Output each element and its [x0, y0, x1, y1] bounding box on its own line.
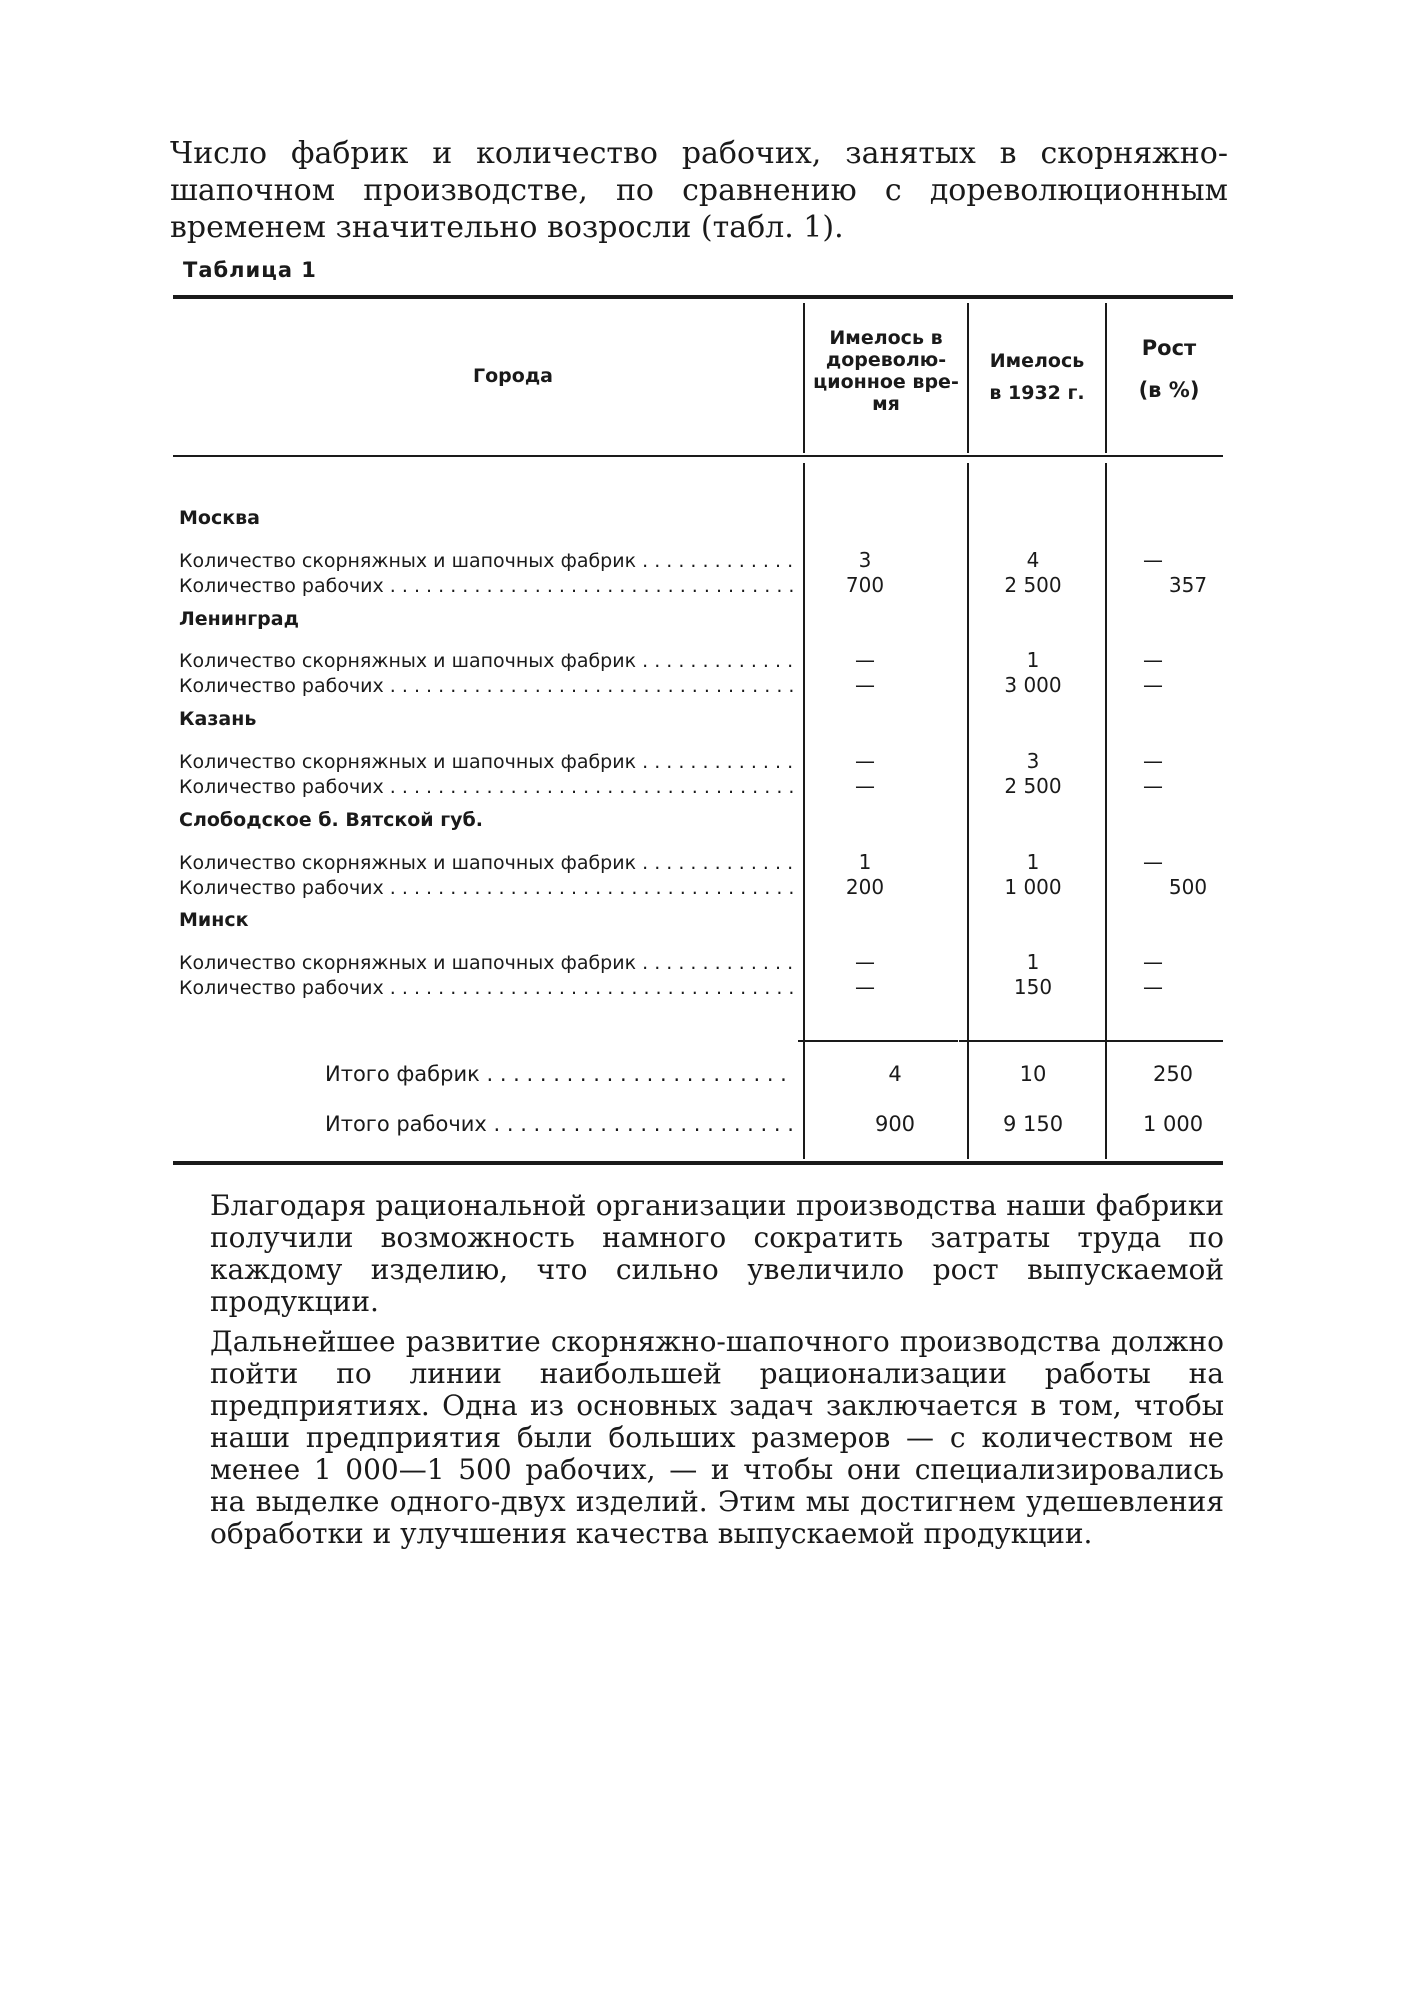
cell-workers-before: — — [855, 975, 875, 999]
row-label-factories: Количество скорняжных и шапочных фабрик . . . — [179, 852, 799, 878]
header-bottom-rule — [173, 455, 1223, 457]
row-label-factories: Количество скорняжных и шапочных фабрик . . . — [179, 650, 799, 676]
cell-factories-before: 3 — [858, 548, 872, 572]
table-top-rule — [173, 295, 1233, 299]
cell-growth-factories: — — [1143, 548, 1163, 572]
header-before-line: мя — [872, 393, 900, 415]
totals-top-rule-right — [959, 1040, 1223, 1042]
header-before — [807, 327, 965, 415]
total-workers-before: 900 — [874, 1112, 916, 1136]
intro-paragraph: Число фабрик и количество рабочих, занятых в скорняжно-шапочном производстве, по сравнению с дореволюционным временем значительно возросли (табл. 1). — [170, 136, 1228, 245]
city-name: Минск — [179, 909, 249, 931]
column-separator — [967, 463, 969, 1159]
cell-workers-before: 700 — [845, 573, 885, 597]
cell-factories-before: — — [855, 648, 875, 672]
cell-workers-1932: 2 500 — [1004, 573, 1062, 597]
cell-workers-1932: 1 000 — [1004, 875, 1062, 899]
cell-growth-workers: — — [1143, 975, 1163, 999]
cell-factories-1932: 3 — [1026, 749, 1040, 773]
header-before-line: дореволю- — [825, 349, 947, 371]
cell-growth-factories: — — [1143, 648, 1163, 672]
header-1932-line: в 1932 г. — [989, 382, 1085, 404]
cell-growth-factories: — — [1143, 950, 1163, 974]
paragraph: Благодаря рациональной организации производства наши фабрики получили возможность намного сократить затраты труда по каждому изделию, что сильно увеличило рост выпускаемой продукции. — [210, 1189, 1224, 1318]
cell-growth-workers: — — [1143, 774, 1163, 798]
city-name: Слободское б. Вятской губ. — [179, 809, 484, 831]
paragraph: Дальнейшее развитие скорняжно-шапочного производства должно пойти по линии наибольшей рационализации работы на предприятиях. Одна из основных задач заключается в том, чтобы наши предприятия были больших размеров — с количеством не менее 1 000—1 500 рабочих, — и чтобы они специализировались на выделке одного-двух изделий. Этим мы достигнем удешевления обработки и улучшения качества выпускаемой продукции. — [210, 1325, 1224, 1550]
total-factories-growth: 250 — [1152, 1062, 1194, 1086]
total-label-factories: Итого фабрик . . . — [325, 1062, 795, 1088]
row-label-workers: Количество рабочих . . . — [179, 675, 799, 701]
column-separator — [967, 303, 969, 453]
data-table — [173, 295, 1233, 1165]
total-factories-before: 4 — [888, 1062, 902, 1086]
cell-workers-1932: 3 000 — [1004, 673, 1062, 697]
column-separator — [1105, 463, 1107, 1159]
conclusion-text — [210, 1190, 1224, 1550]
cell-workers-1932: 150 — [1013, 975, 1053, 999]
cell-factories-1932: 4 — [1026, 548, 1040, 572]
total-factories-1932: 10 — [1019, 1062, 1047, 1086]
cell-workers-before: — — [855, 774, 875, 798]
cell-growth-workers: 357 — [1168, 573, 1208, 597]
header-growth — [1109, 337, 1229, 401]
cell-factories-before: 1 — [858, 850, 872, 874]
total-workers-1932: 9 150 — [1002, 1112, 1064, 1136]
cell-growth-workers: — — [1143, 673, 1163, 697]
total-label-workers: Итого рабочих . . . — [325, 1112, 795, 1138]
column-separator — [1105, 303, 1107, 453]
city-name: Ленинград — [179, 608, 299, 630]
row-label-factories: Количество скорняжных и шапочных фабрик . . . — [179, 952, 799, 978]
header-1932-line: Имелось — [989, 350, 1085, 372]
cell-growth-factories: — — [1143, 850, 1163, 874]
cell-factories-1932: 1 — [1026, 850, 1040, 874]
cell-factories-before: — — [855, 749, 875, 773]
header-growth-line: (в %) — [1138, 378, 1200, 402]
totals-top-rule — [798, 1040, 958, 1042]
cell-workers-before: 200 — [845, 875, 885, 899]
total-workers-growth: 1 000 — [1142, 1112, 1204, 1136]
row-label-factories: Количество скорняжных и шапочных фабрик . . . — [179, 550, 799, 576]
header-before-line: ционное вре- — [813, 371, 959, 393]
header-before-line: Имелось в — [829, 327, 943, 349]
cell-factories-1932: 1 — [1026, 950, 1040, 974]
cell-growth-factories: — — [1143, 749, 1163, 773]
table-bottom-rule — [173, 1161, 1223, 1165]
cell-factories-1932: 1 — [1026, 648, 1040, 672]
city-name: Москва — [179, 507, 260, 529]
table-caption: Таблица 1 — [183, 258, 317, 282]
cell-factories-before: — — [855, 950, 875, 974]
row-label-workers: Количество рабочих . . . — [179, 575, 799, 601]
city-name: Казань — [179, 708, 257, 730]
header-growth-line: Рост — [1141, 336, 1197, 360]
row-label-factories: Количество скорняжных и шапочных фабрик . . . — [179, 751, 799, 777]
column-separator — [803, 303, 805, 453]
row-label-workers: Количество рабочих . . . — [179, 776, 799, 802]
header-1932 — [971, 350, 1103, 404]
cell-growth-workers: 500 — [1168, 875, 1208, 899]
cell-workers-before: — — [855, 673, 875, 697]
header-city: Города — [473, 365, 553, 387]
row-label-workers: Количество рабочих . . . — [179, 877, 799, 903]
cell-workers-1932: 2 500 — [1004, 774, 1062, 798]
row-label-workers: Количество рабочих . . . — [179, 977, 799, 1003]
